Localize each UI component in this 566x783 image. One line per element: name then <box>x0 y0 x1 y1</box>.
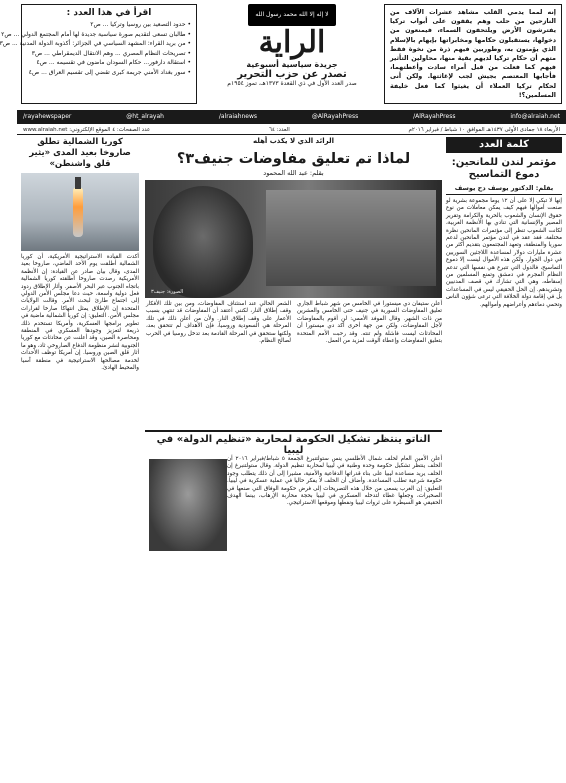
korea-column <box>21 137 139 777</box>
intro-box: إنه لمما يدمي القلب مشاهد عشرات الآلاف من النازحين من حلب وهم يقفون على أبواب تركيا يفترشون الأرض ويلتحفون السماء، فيمنعون من دخولها، يستقبلون حكامها ومخابراتها بإيهام بالإسلام الذي يؤمنون به، وطوربين فيهم ذرة من نخوة فقط متهم أن حكام تركيا لديهم بقية منها، محاولين التأثير فيهم كما فعلت من قبل أمراء سادت وأعطتهما، فأجابها المعتصم بجيش لجب لإغاثتها. ولكن أنى لحكام تركيا العملاء أن يغيثوا كما فعل خليفة المسلمين؟! <box>384 4 562 104</box>
libya-story <box>145 430 442 716</box>
facebook-link[interactable]: /rayahewspaper <box>23 113 72 120</box>
list-item[interactable]: • سور بغداد الأمني جريمة كبرى تقضي إلى تقسيم العراق ... ص٤ <box>27 68 191 78</box>
masthead <box>203 4 381 108</box>
korea-body: أكدت القيادة الاستراتيجية الأمريكية، أن كوريا الشمالية أطلقت يوم الأحد الماضي، صاروخا بعيد المدى، وقال بيان صادر عن القيادة: إن الأنظمة الأمريكية رصدت صاروخا أطلقته كوريا الشمالية باتجاه الجنوب عبر البحر الأصفر. وأثار الإطلاق ردود فعل دولية واسعة، حيث دعا مجلس الأمن الدولي إلى اجتماع طارئ لبحث الأمر. وقالت الولايات المتحدة إن الإطلاق يمثل انتهاكا صارخا لقرارات مجلس الأمن. التعليق: إن كوريا الشمالية ماضية في تطوير برامجها العسكرية، وأمريكا تستخدم ذلك ذريعة لتعزيز وجودها العسكري في المنطقة ومحاصرة الصين، وقد أعلنت عن محادثات مع كوريا الجنوبية لنشر منظومة الدفاع الصاروخي ثاد، وهو ما أثار قلق الصين وروسيا. إن أمريكا توظف الأحداث لخدمة مصالحها الاستراتيجية في منطقة آسيا والمحيط الهادئ. <box>21 254 139 372</box>
main-photo <box>145 180 442 298</box>
editorial-body: إنها لا تبكي إلا على أن ١٢ يوما مجموعة بشرية لو صنعت أموالها فيهم كيف يمكن معاملات من نوع حقوق الإنسان والشعوب بالحرية والكرامة وتقرير المصير والإنسانية التي تنادي بها الأنظمة الغربية، لكانت الشعوب تنظر إلى مؤتمرات المانحين نظرة مختلفة. فقد عقد في لندن مؤتمر المانحين لدعم سوريا والمنطقة، وتعهد المجتمعون بتقديم أكثر من عشرة مليارات دولار لمساعدة اللاجئين السوريين في دول الجوار. ولكن هذه الأموال ليست إلا دموع التماسيح، فالدول التي تتبرع هي نفسها التي تدعم النظام المجرم في دمشق وتمنع المسلمين من إسقاطه، وهي التي تشارك في قصف المدنيين وتشريدهم. إن الحل الحقيقي ليس في المساعدات بل في إقامة دولة الخلافة التي ترعى شؤون الناس وتحمي دماءهم وأعراضهم وأموالهم. <box>446 198 562 308</box>
youtube-link[interactable]: /AlRayahPress <box>413 113 456 120</box>
in-this-issue-title: اقرأ في هذا العدد : <box>66 8 152 18</box>
editorial-byline: بقلم: الدكتور يوسف دح يوسف <box>446 184 562 195</box>
editorial-column <box>446 137 562 777</box>
libya-headline[interactable]: الناتو ينتظر تشكيل الحكومة لمحاربة «تنظيم الدولة» في ليبيا <box>145 430 442 456</box>
portrait-image <box>153 186 253 298</box>
social-bar <box>17 110 566 124</box>
main-column <box>145 137 442 777</box>
flag-banner: لا إله إلا الله محمد رسول الله <box>248 4 336 26</box>
issue-date: الأربعاء ١٨ جمادى الأولى ١٤٣٧هـ الموافق ١٠ شباط / فبراير ٢٠١٦م <box>408 127 560 133</box>
main-story-col1: أعلن ستيفان دي ميستورا في الخامس من شهر شباط الجاري تعليق المفاوضات السورية في جنيف حتى الخامس والعشرين من ذات الشهر. وقال الموفد الأممي: لن أقوم بالمفاوضات لأجل المفاوضات، ولكن من جهة أخرى أكد دي ميستورا أن المحادثات ليست فاشلة ولم تنته. وقد رحبت الأمم المتحدة بتعليق المفاوضات وإعطاء الوقت لمزيد من العمل. <box>297 301 442 345</box>
email-link[interactable]: info@alraiah.net <box>510 113 560 120</box>
list-item[interactable]: • استقالة دارفور... حكام السودان ماضون في تقسيمه ... ص٤ <box>27 58 191 68</box>
rocket-photo <box>21 173 139 251</box>
main-byline: بقلم: عبد الله المحمود <box>263 169 324 177</box>
list-item[interactable]: • حدود التصعيد بين روسيا وتركيا ... ص٢ <box>27 20 191 30</box>
main-story-col2: الشعر الحالي عند استئناف المفاوضات، ومن بين تلك الأفكار وقف إطلاق النار، لكنني أعتقد أن المفاوضات قد تنتهي بسبب الأعمار على وقف إطلاق النار. ولأن من أعلن ذلك في تلك المرحلة هي السعودية وروسيا، فإن الأهداف لم تتحقق بعد، ولكنها ستحقق في المرحلة القادمة بعد تدخل روسيا في الحرب لصالح النظام. <box>146 301 291 345</box>
masthead-issuer: تصدر عن حزب التحرير <box>237 69 347 80</box>
list-item[interactable]: • طالبان تسعى لتقديم صورة سياسية جديدة لها أمام المجتمع الدولي ... ص٢ <box>27 30 191 40</box>
header <box>0 0 566 114</box>
photo-caption: الصورة: جنيف٣ <box>151 289 184 295</box>
list-item[interactable]: • من بريد القراء: المشهد السياسي في الجزائر: أكذوبة الدولة المدنية ... ص٣ <box>27 39 191 49</box>
main-headline[interactable]: لماذا تم تعليق مفاوضات جنيف٣؟ <box>176 151 411 167</box>
libya-body: أعلن الأمين العام لحلف شمال الأطلسي ينس ستولتنبرغ الجمعة ٥ شباط/فبراير ٢٠١٦ أن الحلف ينتظر تشكيل حكومة وحدة وطنية في ليبيا لمحاربة تنظيم الدولة. وقال ستولتنبرغ إن الحلف يريد مساعدة ليبيا على بناء قدراتها الدفاعية والأمنية، مشيرا إلى أن ذلك يتطلب وجود حكومة شرعية تطلب المساعدة. وأضاف أن الحلف لا يفكر حاليا في عملية عسكرية في ليبيا. التعليق: إن الغرب يسعى من خلال هذه التصريحات إلى فرض حكومة الوفاق التي صنعها في الصخيرات، وجعلها غطاء لتدخله العسكري في ليبيا بحجة محاربة الإرهاب، بينما الهدف الحقيقي هو السيطرة على ثروات ليبيا ونفطها وموقعها الاستراتيجي. <box>227 456 442 507</box>
editorial-title[interactable]: مؤتمر لندن للمانحين: دموع التماسيح <box>451 157 557 180</box>
in-this-issue-list <box>0 20 191 77</box>
twitter-link[interactable]: @ht_alrayah <box>126 113 164 120</box>
editorial-section-label: كلمة العدد <box>446 137 562 153</box>
issue-number: العدد: ٦٤ <box>269 127 290 133</box>
list-item[interactable]: • تصريحات النظام المصري ... وهم الانتقال الديمقراطي ... ص٣ <box>27 49 191 59</box>
conference-image <box>266 190 436 286</box>
twitter2-link[interactable]: @AlRayahPress <box>311 113 359 120</box>
info-bar <box>17 125 566 135</box>
masthead-first-issue: صدر العدد الأول في ذي القعدة ١٣٧٣هـ، تموز ١٩٥٤م <box>227 80 357 87</box>
masthead-name: الراية <box>258 25 326 60</box>
rocket-trail <box>73 187 83 237</box>
news-link[interactable]: /alraiahnews <box>218 113 258 120</box>
libya-photo <box>149 459 227 551</box>
main-story-columns <box>145 301 442 426</box>
in-this-issue-box <box>0 4 197 104</box>
masthead-subtitle: جريدة سياسية أسبوعية <box>246 60 338 69</box>
issue-meta: عدد الصفحات: ٤ الموقع الإلكتروني: www.alraiah.net <box>23 127 151 133</box>
korea-headline[interactable]: كوريا الشمالية تطلق صاروخا بعيد المدى «يثير قلق واشنطن» <box>29 137 131 169</box>
rocket-icon <box>75 177 81 189</box>
tagline: الرائد الذي لا يكذب أهله <box>252 137 335 145</box>
